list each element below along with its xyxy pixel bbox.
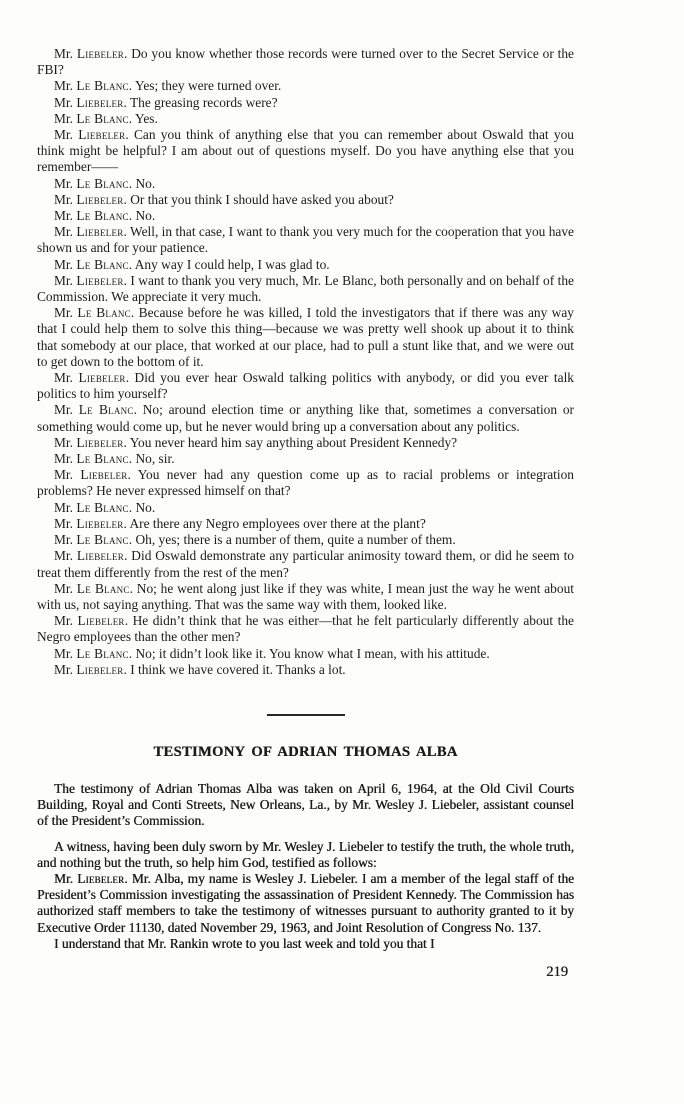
transcript-line: Mr. Le Blanc. Oh, yes; there is a number of them, quite a number of them. bbox=[54, 532, 456, 548]
transcript-line: Mr. Le Blanc. No. bbox=[54, 175, 156, 191]
speaker-name: Liebeler bbox=[76, 191, 124, 207]
speaker-name: Liebeler bbox=[76, 94, 124, 110]
transcript-line: Mr. Le Blanc. No. bbox=[54, 499, 156, 515]
speaker-name: Liebeler bbox=[77, 613, 125, 629]
transcript-line: Mr. Liebeler. Or that you think I should have asked you about? bbox=[54, 191, 394, 207]
leblanc-transcript bbox=[37, 46, 574, 678]
intro-paragraph: The testimony of Adrian Thomas Alba was taken on April 6, 1964, at the Old Civil Courts Building, Royal and Conti Streets, New Orleans, La., by Mr. Wesley J. Liebeler, assistant counsel of the President’s Commission. bbox=[37, 780, 574, 829]
speaker-name: Le Blanc bbox=[76, 175, 129, 191]
transcript-line: Mr. Liebeler. Did you ever hear Oswald talking politics with anybody, or did you ever talk politics to him yourself? bbox=[37, 370, 574, 402]
speaker-name: Liebeler bbox=[78, 127, 126, 143]
speaker-name: Liebeler bbox=[78, 370, 126, 386]
transcript-line: Mr. Liebeler. The greasing records were? bbox=[54, 94, 278, 110]
transcript-line: Mr. Le Blanc. Any way I could help, I was glad to. bbox=[54, 256, 330, 272]
transcript-line: Mr. Le Blanc. No; it didn’t look like it. You know what I mean, with his attitude. bbox=[54, 645, 490, 661]
transcript-line: Mr. Le Blanc. No; he went along just like if they was white, I mean just the way he went about with us, not saying anything. That was the same way with them, looked like. bbox=[37, 580, 574, 612]
speaker-name: Liebeler bbox=[76, 661, 124, 677]
intro-paragraph: A witness, having been duly sworn by Mr. Wesley J. Liebeler to testify the truth, the whole truth, and nothing but the truth, so help him God, testified as follows: bbox=[37, 838, 574, 870]
speaker-name: Liebeler bbox=[80, 467, 128, 483]
page-number: 219 bbox=[546, 963, 568, 980]
transcript-line: Mr. Le Blanc. No. bbox=[54, 208, 156, 224]
transcript-line: Mr. Liebeler. Mr. Alba, my name is Wesley J. Liebeler. I am a member of the legal staff of the President’s Commission investigating the assassination of President Kennedy. The Commission has authorized staff members to take the testimony of witnesses pursuant to authority granted to it by Executive Order 11130, dated November 29, 1963, and Joint Resolution of Congress No. 137. bbox=[37, 870, 575, 935]
speaker-name: Liebeler bbox=[76, 548, 125, 564]
section-divider bbox=[267, 714, 345, 716]
speaker-name: Le Blanc bbox=[76, 499, 129, 515]
speaker-name: Le Blanc bbox=[78, 402, 134, 418]
speaker-name: Le Blanc bbox=[76, 110, 129, 126]
transcript-line: Mr. Liebeler. You never heard him say anything about President Kennedy? bbox=[54, 434, 458, 450]
transcript-line: Mr. Le Blanc. Because before he was killed, I told the investigators that if there was any way that I could help them to solve this thing—because we was pretty well shook up about it to think that somebody at our place, that worked at our place, had to pull a stunt like that, and we were out to get down to the bottom of it. bbox=[37, 305, 574, 369]
speaker-name: Le Blanc bbox=[77, 305, 131, 321]
speaker-name: Liebeler bbox=[76, 272, 124, 288]
transcript-line: Mr. Liebeler. You never had any question come up as to racial problems or integration problems? He never expressed himself on that? bbox=[37, 467, 575, 499]
speaker-name: Le Blanc bbox=[76, 256, 129, 272]
transcript-line: Mr. Liebeler. Can you think of anything else that you can remember about Oswald that you think might be helpful? I am about out of questions myself. Do you have anything else that you remember—— bbox=[37, 127, 574, 175]
transcript-line: Mr. Liebeler. I want to thank you very much, Mr. Le Blanc, both personally and on behalf of the Commission. We appreciate it very much. bbox=[37, 272, 574, 305]
speaker-name: Le Blanc bbox=[76, 78, 129, 94]
transcript-line: Mr. Liebeler. I think we have covered it. Thanks a lot. bbox=[54, 661, 346, 677]
transcript-line: Mr. Le Blanc. No, sir. bbox=[54, 451, 175, 467]
transcript-line: Mr. Liebeler. He didn’t think that he was either—that he felt particularly differently about the Negro employees than the other men? bbox=[37, 613, 574, 645]
transcript-line: Mr. Le Blanc. No; around election time or anything like that, sometimes a conversation or something would come up, but he never would bring up a conversation about any politics. bbox=[37, 402, 574, 434]
speaker-name: Le Blanc bbox=[76, 532, 129, 548]
speaker-name: Liebeler bbox=[76, 434, 124, 450]
speaker-name: Liebeler bbox=[76, 46, 125, 61]
speaker-name: Le Blanc bbox=[76, 208, 129, 224]
transcript-line: Mr. Liebeler. Are there any Negro employees over there at the plant? bbox=[54, 515, 426, 531]
transcript-line: Mr. Liebeler. Did Oswald demonstrate any particular animosity toward them, or did he seem to treat them differently from the rest of the men? bbox=[37, 548, 574, 580]
speaker-name: Le Blanc bbox=[76, 580, 130, 596]
speaker-name: Liebeler bbox=[77, 870, 125, 886]
section-heading: TESTIMONY OF ADRIAN THOMAS ALBA bbox=[153, 743, 458, 760]
alba-transcript bbox=[37, 871, 574, 952]
transcript-line: Mr. Liebeler. Do you know whether those records were turned over to the Secret Service or the FBI? bbox=[37, 46, 574, 78]
transcript-line: Mr. Le Blanc. Yes. bbox=[54, 110, 158, 126]
speaker-name: Le Blanc bbox=[76, 645, 129, 661]
speaker-name: Le Blanc bbox=[76, 451, 129, 467]
speaker-name: Liebeler bbox=[76, 224, 124, 240]
transcript-line: Mr. Le Blanc. Yes; they were turned over. bbox=[54, 78, 282, 94]
speaker-name: Liebeler bbox=[76, 515, 124, 531]
transcript-line: I understand that Mr. Rankin wrote to you last week and told you that I bbox=[54, 935, 435, 951]
transcript-line: Mr. Liebeler. Well, in that case, I want to thank you very much for the cooperation that you have shown us and for your patience. bbox=[37, 224, 574, 256]
testimony-intro bbox=[37, 781, 574, 871]
page-text-block bbox=[37, 46, 574, 980]
